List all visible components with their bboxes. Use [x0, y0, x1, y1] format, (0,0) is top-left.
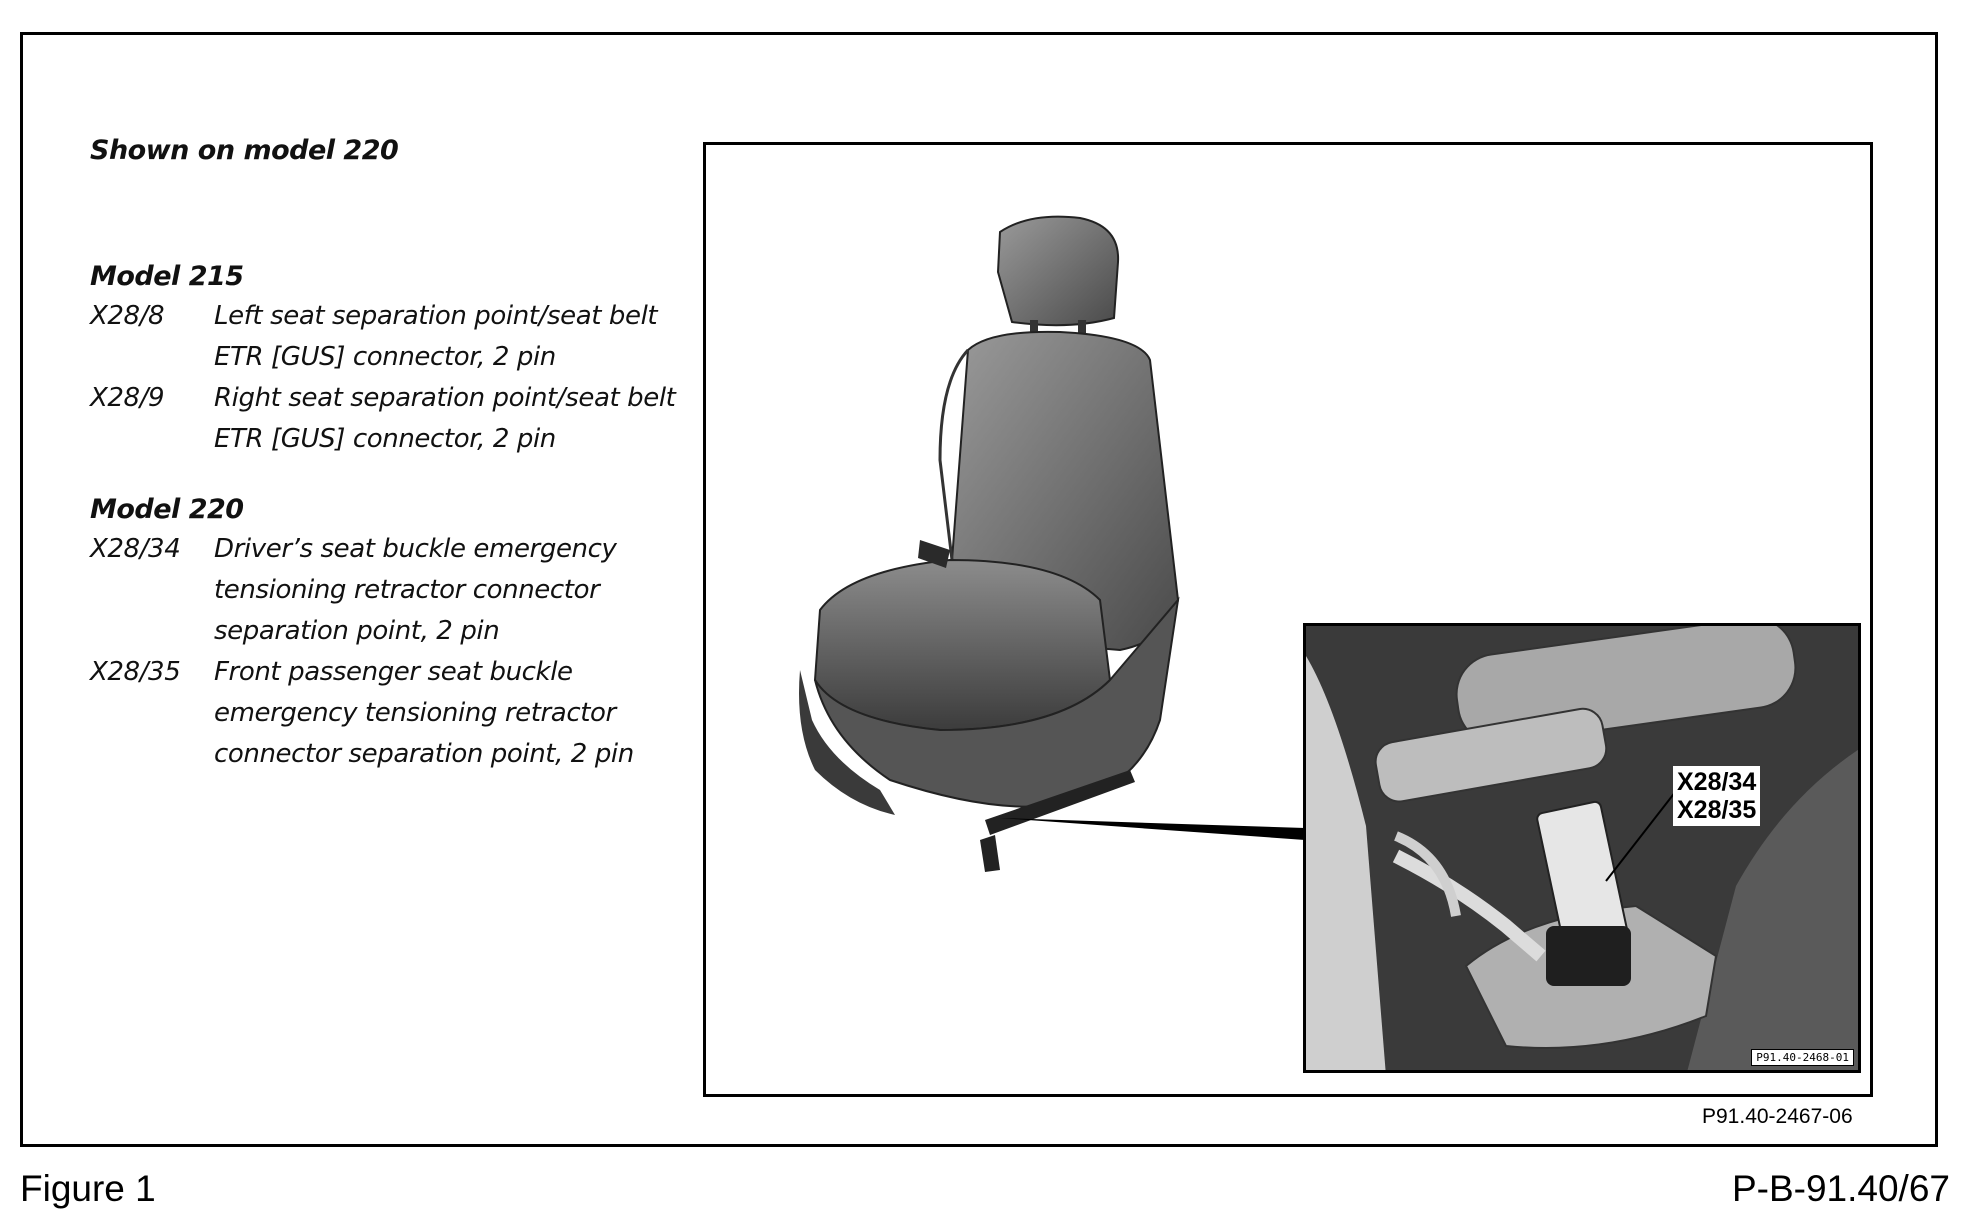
- legend-desc: Left seat separation point/seat belt ETR [GUS] connector, 2 pin: [214, 301, 658, 372]
- legend-code: X28/8: [90, 301, 165, 331]
- leader-line: [1000, 818, 1305, 840]
- legend-code: X28/34: [90, 534, 181, 564]
- model-heading: Model 220: [90, 494, 244, 525]
- inset-callout-label: [1673, 766, 1760, 826]
- legend-code: X28/9: [90, 383, 165, 413]
- connector-base: [1546, 926, 1631, 986]
- legend-desc: Front passenger seat buckle emergency tensioning retractor connector separation point, 2 pin: [214, 657, 634, 769]
- model-heading: Model 215: [90, 261, 244, 292]
- callout-line-2: X28/35: [1677, 796, 1757, 824]
- document-reference: P-B-91.40/67: [1731, 1168, 1950, 1209]
- inset-photo: [1306, 626, 1861, 1073]
- inset-image-code: P91.40-2468-01: [1751, 1049, 1854, 1066]
- legend-desc: Driver’s seat buckle emergency tensioning retractor connector separation point, 2 pin: [214, 534, 617, 646]
- seat-rail: [980, 835, 1000, 872]
- callout-line-1: X28/34: [1677, 768, 1757, 796]
- figure-caption: Figure 1: [20, 1168, 156, 1209]
- legend-code: X28/35: [90, 657, 181, 687]
- shown-on-note: Shown on model 220: [90, 135, 399, 166]
- detail-inset: [1303, 623, 1861, 1073]
- figure-image-code: P91.40-2467-06: [1702, 1105, 1853, 1128]
- headrest: [998, 217, 1118, 326]
- legend-desc: Right seat separation point/seat belt ETR [GUS] connector, 2 pin: [214, 383, 676, 454]
- seat-cushion: [815, 560, 1110, 730]
